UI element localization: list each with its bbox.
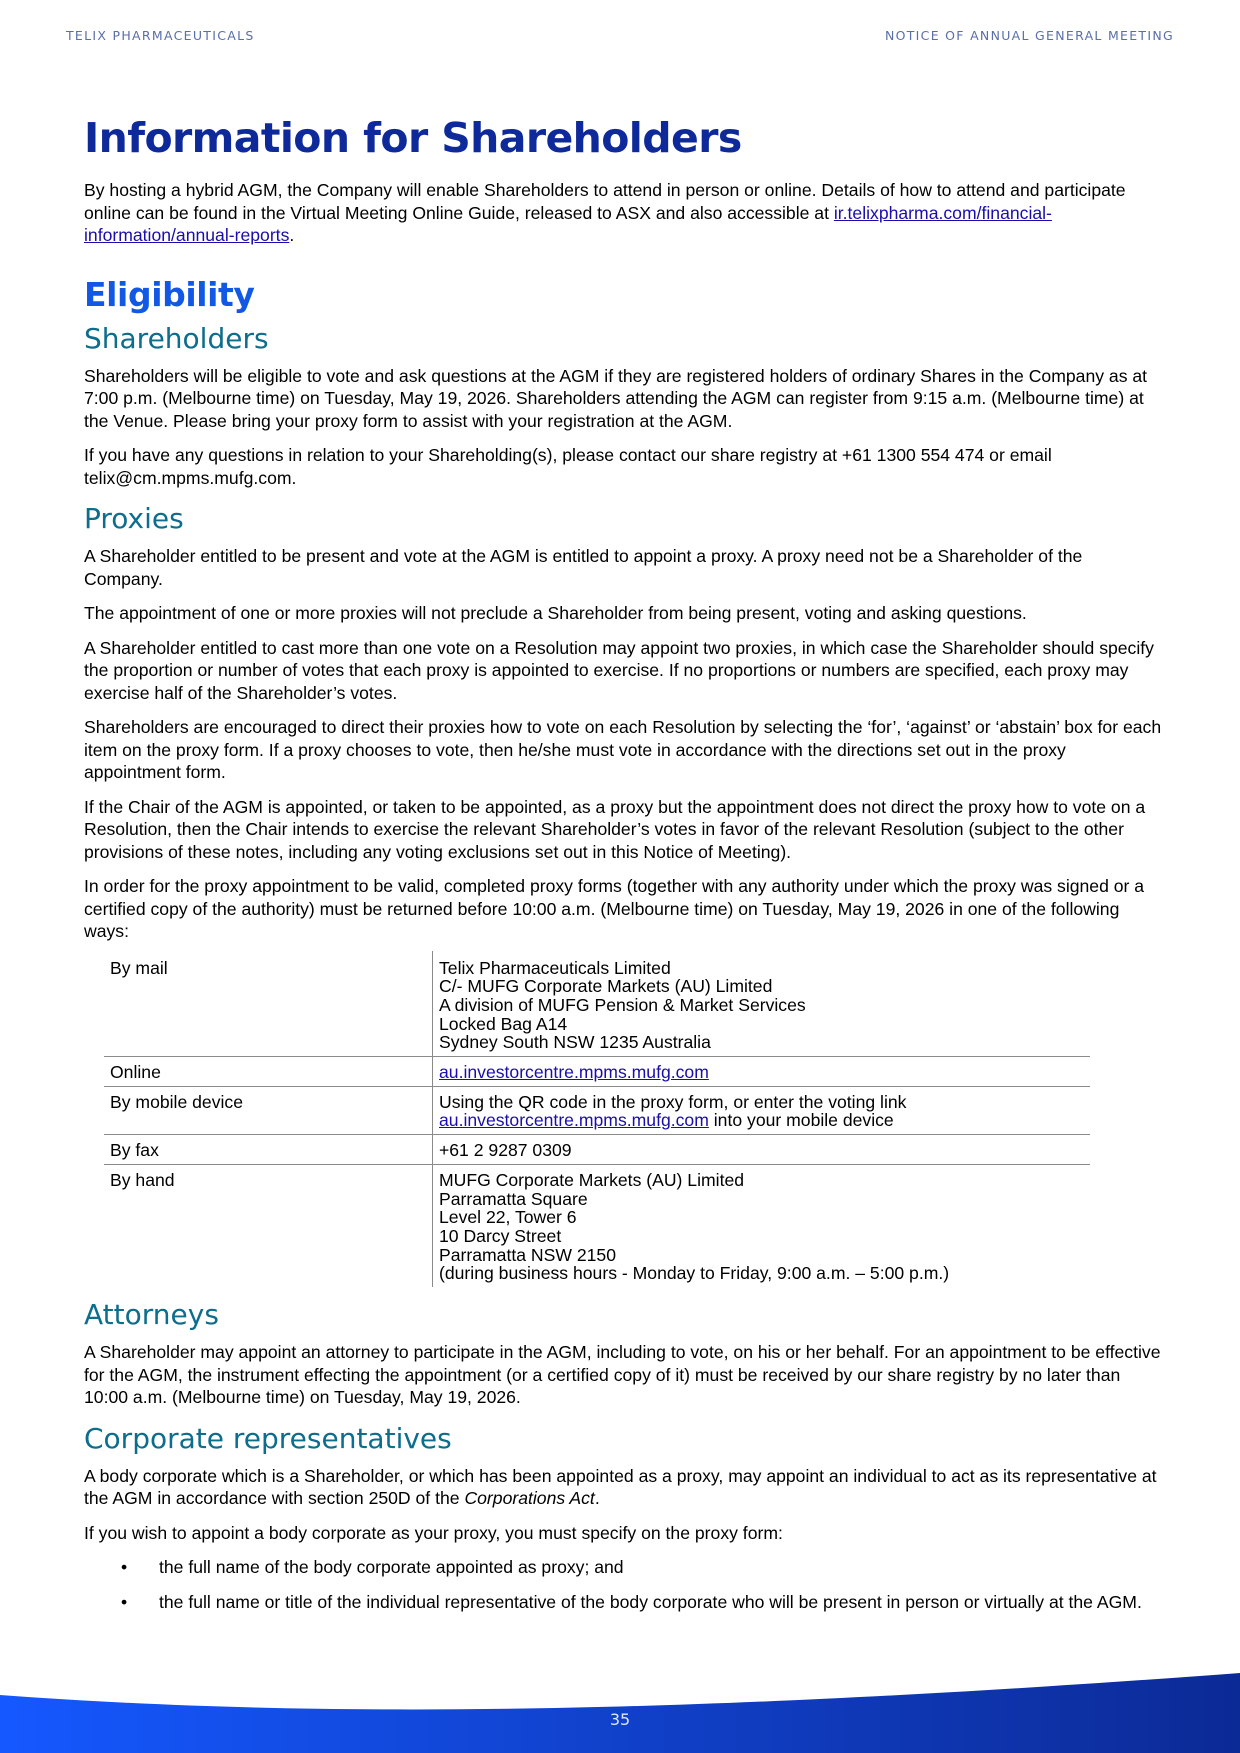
mobile-instruction: Using the QR code in the proxy form, or enter the voting link: [439, 1091, 907, 1112]
address-line: C/- MUFG Corporate Markets (AU) Limited: [439, 976, 773, 997]
address-line: 10 Darcy Street: [439, 1225, 562, 1246]
proxies-paragraph-1: A Shareholder entitled to be present and vote at the AGM is entitled to appoint a proxy. A proxy need not be a Shareholder of the Company.: [84, 546, 1083, 589]
hand-address: [433, 1164, 1091, 1287]
table-row: [104, 1164, 1090, 1287]
method-fax: By fax: [104, 1135, 433, 1165]
shareholders-paragraph-1: Shareholders will be eligible to vote and ask questions at the AGM if they are registered holders of ordinary Shares in the Company as at 7:00 p.m. (Melbourne time) on Tuesday, May 19, 2026. Shareholders attending the AGM can register from 9:15 a.m. (Melbourne time) at the Venue. Please bring your proxy form to assist with your registration at the AGM.: [84, 365, 1148, 431]
proxies-paragraph-2: The appointment of one or more proxies will not preclude a Shareholder from being present, voting and asking questions.: [84, 603, 1027, 623]
method-online: Online: [104, 1057, 433, 1087]
table-row: [104, 951, 1090, 1057]
corporations-act-reference: Corporations Act: [464, 1488, 595, 1509]
corporate-representatives-heading: Corporate representatives: [84, 1421, 452, 1455]
online-detail: [433, 1057, 1091, 1087]
proxies-paragraph-6: In order for the proxy appointment to be valid, completed proxy forms (together with any authority under which the proxy was signed or a certified copy of the authority) must be returned before 10:00 a.m. (Melbourne time) on Tuesday, May 19, 2026 in one of the following ways:: [84, 876, 1145, 941]
list-item: • the full name of the body corporate appointed as proxy; and: [159, 1556, 1164, 1579]
page-number: 35: [609, 1710, 631, 1729]
table-row: [104, 1086, 1090, 1134]
proxies-heading: Proxies: [84, 502, 184, 535]
shareholders-heading: Shareholders: [84, 321, 269, 355]
address-line: (during business hours - Monday to Friday, 9:00 a.m. – 5:00 p.m.): [439, 1263, 950, 1284]
corporate-text: A body corporate which is a Shareholder, or which has been appointed as a proxy, may appoint an individual to act as its representative at the AGM in accordance with section 250D of the: [84, 1465, 1157, 1509]
mobile-detail: [433, 1086, 1091, 1134]
address-line: Telix Pharmaceuticals Limited: [439, 957, 671, 978]
table-row: [104, 1135, 1090, 1165]
intro-text: By hosting a hybrid AGM, the Company will enable Shareholders to attend in person or online. Details of how to attend and participate online can be found in the Virtual Meeting Online Guide, released to ASX and also accessible at: [84, 180, 1126, 223]
list-item: • the full name or title of the individual representative of the body corporate who will be present in person or virtually at the AGM.: [159, 1591, 1164, 1614]
address-line: MUFG Corporate Markets (AU) Limited: [439, 1169, 745, 1190]
address-line: A division of MUFG Pension & Market Services: [439, 994, 806, 1015]
method-mobile: By mobile device: [104, 1086, 433, 1134]
address-line: Parramatta NSW 2150: [439, 1244, 616, 1265]
address-line: Parramatta Square: [439, 1188, 588, 1209]
fax-number: +61 2 9287 0309: [433, 1135, 1091, 1165]
method-hand: By hand: [104, 1164, 433, 1287]
corporate-paragraph-2: If you wish to appoint a body corporate as your proxy, you must specify on the proxy form:: [84, 1522, 783, 1543]
running-header: [66, 28, 1174, 43]
mobile-instruction-end: into your mobile device: [708, 1110, 894, 1131]
page-content: [84, 112, 1164, 1625]
header-document-title: NOTICE OF ANNUAL GENERAL MEETING: [884, 28, 1174, 43]
page-title: Information for Shareholders: [84, 114, 742, 162]
address-line: Sydney South NSW 1235 Australia: [439, 1032, 711, 1053]
corporate-text-end: .: [594, 1488, 600, 1509]
method-mail: By mail: [110, 957, 168, 978]
shareholders-paragraph-2: If you have any questions in relation to your Shareholding(s), please contact our share registry at +61 1300 554 474 or email telix@cm.mpms.mufg.com.: [84, 445, 1052, 488]
address-line: Locked Bag A14: [439, 1013, 568, 1034]
annual-reports-link[interactable]: ir.telixpharma.com/financial-information/annual-reports: [84, 202, 1052, 245]
attorneys-heading: Attorneys: [84, 1298, 219, 1332]
mail-address: [433, 951, 1091, 1057]
intro-end: .: [289, 225, 295, 245]
proxies-paragraph-5: If the Chair of the AGM is appointed, or taken to be appointed, as a proxy but the appointment does not direct the proxy how to vote on a Resolution, then the Chair intends to exercise the relevant Shareholder’s votes in favor of the relevant Resolution (subject to the other provisions of these notes, including any voting exclusions set out in this Notice of Meeting).: [84, 796, 1146, 862]
address-line: Level 22, Tower 6: [439, 1207, 577, 1228]
eligibility-heading: Eligibility: [84, 274, 255, 314]
intro-paragraph: [84, 179, 1164, 247]
corporate-paragraph-1: [84, 1465, 1164, 1510]
proxies-paragraph-4: Shareholders are encouraged to direct their proxies how to vote on each Resolution by selecting the ‘for’, ‘against’ or ‘abstain’ box for each item on the proxy form. If a proxy chooses to vote, then he/she must vote in accordance with the directions set out in the proxy appointment form.: [84, 717, 1162, 782]
proxy-form-requirements-list: [84, 1556, 1164, 1613]
investor-centre-link[interactable]: au.investorcentre.mpms.mufg.com: [439, 1062, 709, 1083]
table-row: [104, 1057, 1090, 1087]
attorneys-paragraph: A Shareholder may appoint an attorney to participate in the AGM, including to vote, on his or her behalf. For an appointment to be effective for the AGM, the instrument effecting the appointment (or a certified copy of it) must be received by our share registry by no later than 10:00 a.m. (Melbourne time) on Tuesday, May 19, 2026.: [84, 1342, 1161, 1408]
mobile-voting-link[interactable]: au.investorcentre.mpms.mufg.com: [439, 1110, 709, 1131]
proxies-paragraph-3: A Shareholder entitled to cast more than one vote on a Resolution may appoint two proxies, in which case the Shareholder should specify the proportion or number of votes that each proxy is appointed to exercise. If no proportions or numbers are specified, each proxy may exercise half of the Shareholder’s votes.: [84, 637, 1154, 703]
header-company: TELIX PHARMACEUTICALS: [66, 28, 255, 43]
proxy-return-methods-table: [104, 951, 1090, 1288]
mobile-instruction-continued: [439, 1111, 1084, 1130]
